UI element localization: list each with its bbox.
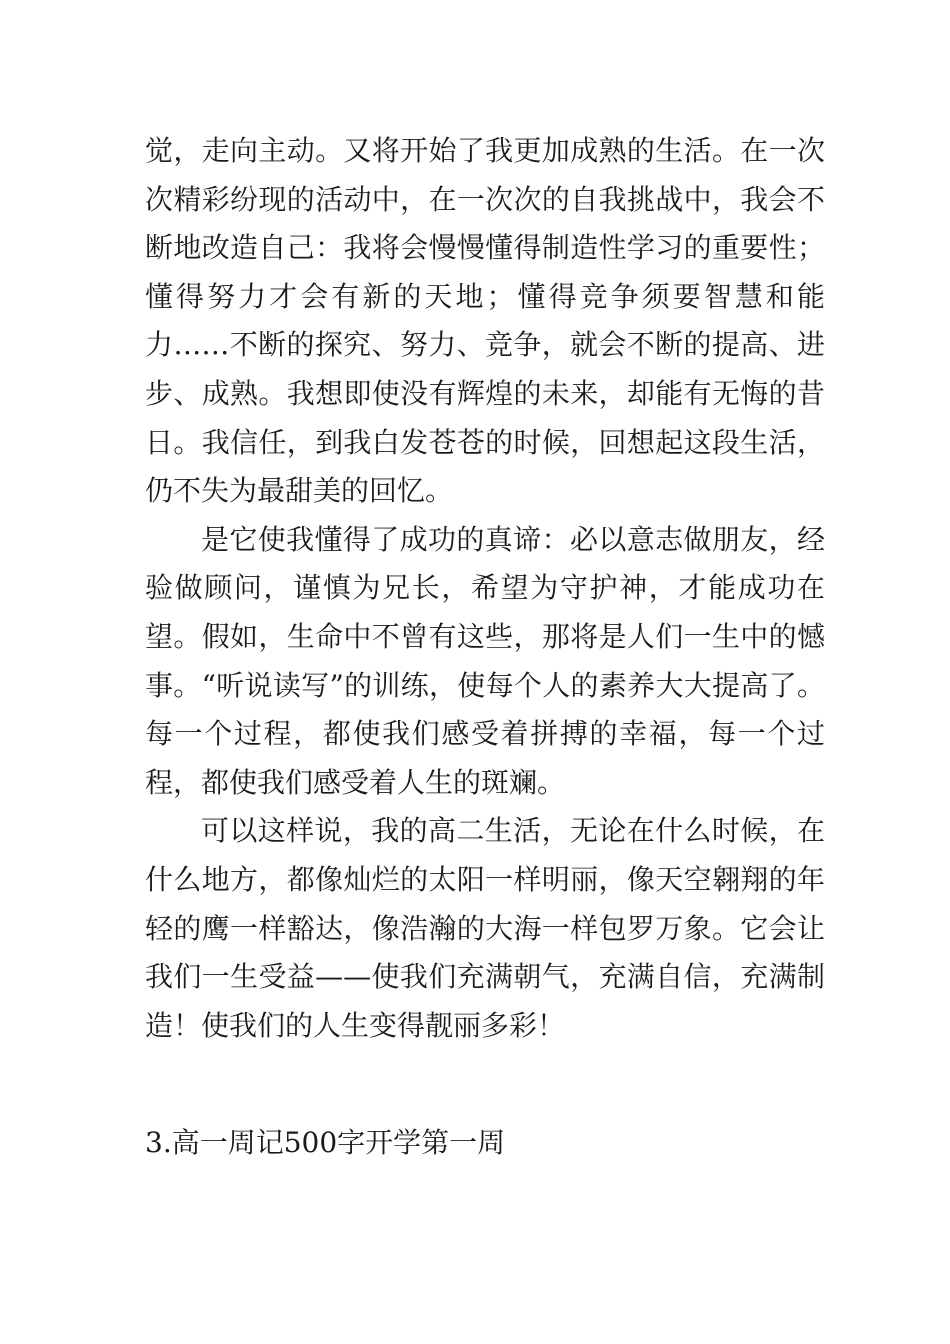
text-line: 觉，走向主动。又将开始了我更加成熟的生活。在一次次 bbox=[145, 134, 825, 216]
text-line: 改造自己：我将会慢慢懂得制造性学习的重要性；懂得努 bbox=[145, 231, 825, 313]
text-line: 感受着人生的斑斓。 bbox=[313, 765, 566, 799]
text-line: 白发苍苍的时候，回想起这段生活，仍不失为最甜美的回 bbox=[145, 425, 825, 508]
body-text bbox=[145, 127, 825, 1050]
text-line: 们的人生变得靓丽多彩！ bbox=[257, 1008, 566, 1042]
text-line: 精彩纷现的活动中，在一次次的自我挑战中，我会不断地 bbox=[145, 182, 825, 265]
text-line: 即使没有辉煌的未来，却能有无悔的昔日。我信任，到我 bbox=[145, 376, 825, 459]
text-line: 说读写”的训练，使每个人的素养大大提高了。每一个过 bbox=[145, 668, 825, 751]
text-line: 程，都使我们感受着拼搏的幸福，每一个过程，都使我们 bbox=[145, 717, 825, 799]
text-line: 么地方，都像灿烂的太阳一样明丽，像天空翱翔的年轻的 bbox=[145, 862, 825, 945]
section-heading: 3.高一周记500字开学第一周 bbox=[145, 1126, 506, 1159]
paragraph-3 bbox=[145, 807, 825, 1050]
paragraph-2 bbox=[145, 516, 825, 808]
text-line: 如，生命中不曾有这些，那将是人们一生中的憾事。“听 bbox=[145, 619, 825, 702]
text-line: 做顾问，谨慎为兄长，希望为守护神，才能成功在望。假 bbox=[145, 571, 825, 653]
text-line: 探究、努力、竞争，就会不断的提高、进步、成熟。我想 bbox=[145, 328, 825, 410]
paragraph-1 bbox=[145, 127, 825, 516]
text-line: 忆。 bbox=[397, 474, 454, 508]
text-line: 可以这样说，我的高二生活，无论在什么时候，在什 bbox=[145, 814, 825, 896]
text-line: 鹰一样豁达，像浩瀚的大海一样包罗万象。它会让我们一 bbox=[145, 911, 825, 994]
text-line: 是它使我懂得了成功的真谛：必以意志做朋友，经验 bbox=[145, 522, 825, 605]
text-line: 生受益——使我们充满朝气，充满自信，充满制造！使我 bbox=[145, 960, 825, 1042]
text-line: 力才会有新的天地；懂得竞争须要智慧和能力……不断的 bbox=[145, 279, 825, 362]
